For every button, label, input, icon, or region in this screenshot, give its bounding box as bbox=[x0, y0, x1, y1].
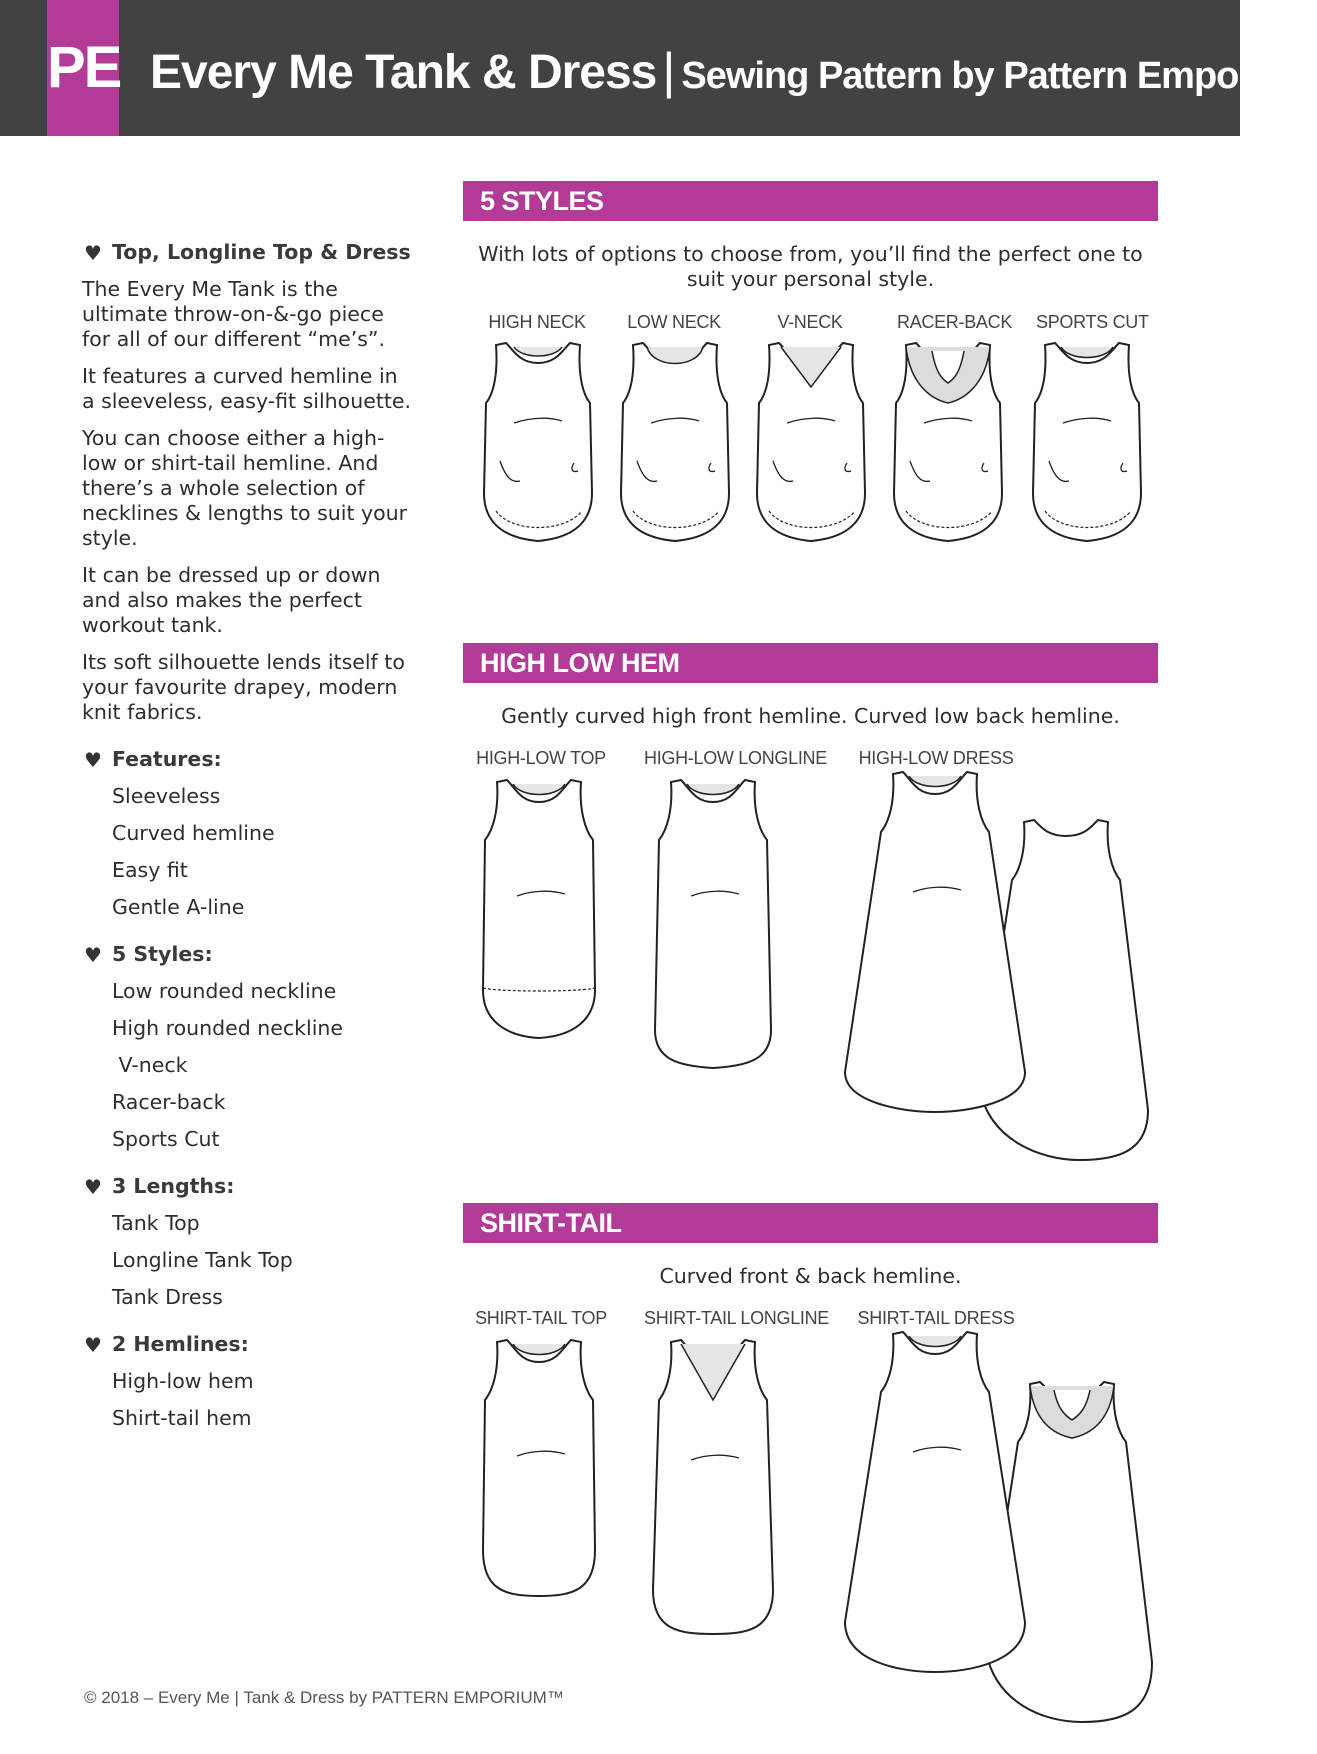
tank-v-neck-figure bbox=[757, 343, 865, 541]
figure-label: RACER-BACK bbox=[897, 312, 1013, 332]
list-item: High-low hem bbox=[112, 1369, 254, 1393]
list-item: Tank Dress bbox=[112, 1285, 223, 1309]
figure-label: HIGH-LOW LONGLINE bbox=[644, 748, 827, 768]
paragraph: The Every Me Tank is the ultimate throw-on-&-go piece for all of our different “me’s”. bbox=[82, 277, 386, 351]
section-bar-styles: 5 STYLES bbox=[463, 181, 1158, 221]
section-desc-shirttail: Curved front & back hemline. bbox=[659, 1264, 962, 1288]
shirt-tail-top-figure bbox=[483, 1340, 595, 1596]
figure-label: SHIRT-TAIL TOP bbox=[475, 1308, 607, 1328]
list-item: Easy fit bbox=[112, 858, 188, 882]
paragraph: It can be dressed up or down and also makes the perfect workout tank. bbox=[82, 563, 381, 637]
brand-logo: PE bbox=[47, 0, 119, 136]
figure-label: V-NECK bbox=[777, 312, 843, 332]
list-item: Racer-back bbox=[112, 1090, 226, 1114]
heart-icon: ♥ bbox=[84, 241, 102, 265]
paragraph: You can choose either a high-low or shirt-tail hemline. And there’s a whole selection of necklines & lengths to suit your style. bbox=[82, 426, 408, 550]
figure-label: SHIRT-TAIL LONGLINE bbox=[644, 1308, 830, 1328]
list-item: Sleeveless bbox=[112, 784, 221, 808]
heart-icon: ♥ bbox=[84, 1333, 102, 1357]
figure-label: SHIRT-TAIL DRESS bbox=[857, 1308, 1015, 1328]
list-item: Tank Top bbox=[112, 1211, 200, 1235]
paragraph: Its soft silhouette lends itself to your favourite drapey, modern knit fabrics. bbox=[82, 650, 405, 724]
figure-label: HIGH-LOW TOP bbox=[476, 748, 606, 768]
title-separator: | bbox=[662, 43, 676, 99]
styles-heading-text: 5 Styles: bbox=[112, 942, 213, 966]
figure-label: LOW NECK bbox=[627, 312, 721, 332]
list-item: Low rounded neckline bbox=[112, 979, 337, 1003]
shirt-tail-longline-figure bbox=[653, 1340, 773, 1634]
title-subtitle: Sewing Pattern by Pattern Emporium bbox=[681, 55, 1317, 97]
section-desc-styles: With lots of options to choose from, you’ll find the perfect one to suit your personal style. bbox=[478, 242, 1143, 291]
section-bar-highlow: HIGH LOW HEM bbox=[463, 643, 1158, 683]
lengths-heading-text: 3 Lengths: bbox=[112, 1174, 235, 1198]
hemlines-heading-text: 2 Hemlines: bbox=[112, 1332, 249, 1356]
tank-low-neck-figure bbox=[621, 343, 729, 541]
heart-icon: ♥ bbox=[84, 943, 102, 967]
high-low-longline-figure bbox=[655, 780, 771, 1068]
section-desc-highlow: Gently curved high front hemline. Curved low back hemline. bbox=[501, 704, 1120, 728]
figure-label: HIGH NECK bbox=[488, 312, 586, 332]
figure-label: SPORTS CUT bbox=[1036, 312, 1149, 332]
intro-heading-text: Top, Longline Top & Dress bbox=[112, 240, 411, 264]
title-main: Every Me Tank & Dress bbox=[150, 46, 657, 99]
list-item: Sports Cut bbox=[112, 1127, 220, 1151]
tank-high-neck-figure bbox=[484, 343, 592, 541]
tank-racer-back-figure bbox=[894, 343, 1002, 541]
list-item: Longline Tank Top bbox=[112, 1248, 293, 1272]
high-low-top-figure bbox=[483, 780, 595, 1038]
heart-icon: ♥ bbox=[84, 1175, 102, 1199]
list-item: Gentle A-line bbox=[112, 895, 245, 919]
section-bar-shirttail: SHIRT-TAIL bbox=[463, 1203, 1158, 1243]
page-footer: © 2018 – Every Me | Tank & Dress by PATTERN EMPORIUM™ bbox=[84, 1688, 564, 1707]
paragraph: It features a curved hemline in a sleeveless, easy-fit silhouette. bbox=[82, 364, 412, 413]
tank-sports-cut-figure bbox=[1033, 343, 1141, 541]
features-heading-text: Features: bbox=[112, 747, 222, 771]
list-item: V-neck bbox=[112, 1053, 188, 1077]
list-item: High rounded neckline bbox=[112, 1016, 344, 1040]
figure-label: HIGH-LOW DRESS bbox=[858, 748, 1014, 768]
shirt-tail-dress-front-figure bbox=[845, 1332, 1025, 1672]
high-low-dress-front-figure bbox=[845, 772, 1025, 1112]
heart-icon: ♥ bbox=[84, 748, 102, 772]
list-item: Shirt-tail hem bbox=[112, 1406, 252, 1430]
list-item: Curved hemline bbox=[112, 821, 275, 845]
